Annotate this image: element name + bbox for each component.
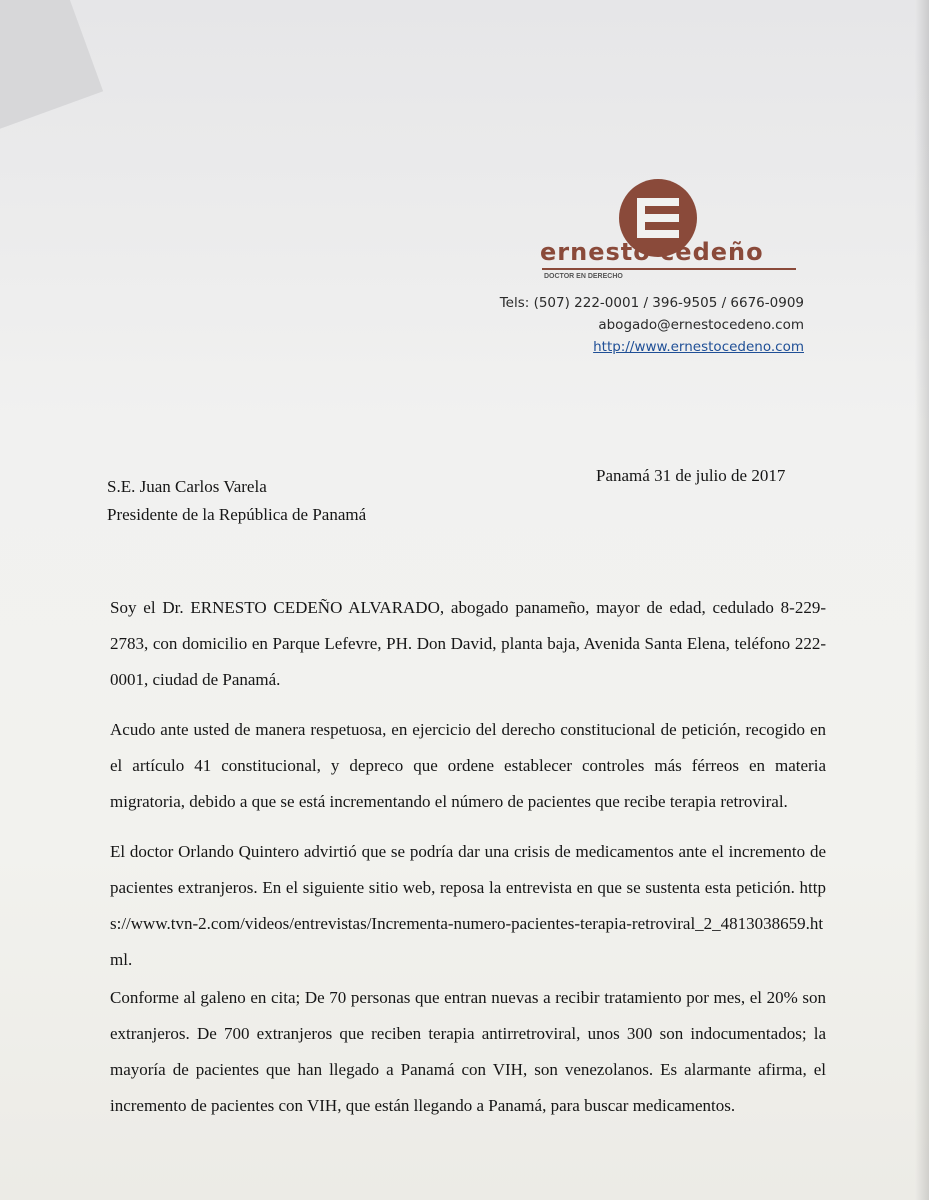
logo-subtitle: DOCTOR EN DERECHO <box>544 273 623 280</box>
addressee-title: Presidente de la República de Panamá <box>107 505 367 524</box>
addressee-name: S.E. Juan Carlos Varela <box>107 477 267 496</box>
source-text: El doctor Orlando Quintero advirtió que se podría dar una crisis de medicamentos ante el incremento de pacientes extranjeros. En el siguiente sitio web, reposa la entrevista en que se sustenta esta petición. <box>110 842 826 897</box>
letterhead-logo <box>540 178 800 286</box>
letter-body <box>110 590 826 1138</box>
body-paragraph-source <box>110 834 826 978</box>
body-paragraph-statistics: Conforme al galeno en cita; De 70 personas que entran nuevas a recibir tratamiento por mes, el 20% son extranjeros. De 700 extranjeros que reciben terapia antirretroviral, unos 300 son indocumentados; la mayoría de pacientes que han llegado a Panamá con VIH, son venezolanos. Es alarmante afirma, el incremento de pacientes con VIH, que están llegando a Panamá, para buscar medicamentos. <box>110 988 826 1115</box>
contact-website-link[interactable]: http://www.ernestocedeno.com <box>593 339 804 355</box>
body-paragraph-petition: Acudo ante usted de manera respetuosa, en ejercicio del derecho constitucional de petición, recogido en el artículo 41 constitucional, y depreco que ordene establecer controles más férreos en materia migratoria, debido a que se está incrementando el número de pacientes que recibe terapia retroviral. <box>110 720 826 811</box>
letter-date: Panamá 31 de julio de 2017 <box>596 466 786 485</box>
logo-name: ernesto cedeño <box>540 238 764 266</box>
interview-url: https://www.tvn-2.com/videos/entrevistas/Incrementa-numero-pacientes-terapia-retroviral_2_4813038659.html. <box>110 878 826 969</box>
logo-divider <box>542 268 796 270</box>
body-paragraph-introduction: Soy el Dr. ERNESTO CEDEÑO ALVARADO, abogado panameño, mayor de edad, cedulado 8-229-2783, con domicilio en Parque Lefevre, PH. Don David, planta baja, Avenida Santa Elena, teléfono 222-0001, ciudad de Panamá. <box>110 598 826 689</box>
contact-phones: Tels: (507) 222-0001 / 396-9505 / 6676-0909 <box>499 295 804 311</box>
letterhead-contact <box>500 292 804 358</box>
contact-email: abogado@ernestocedeno.com <box>598 317 804 333</box>
addressee-block <box>107 473 366 529</box>
